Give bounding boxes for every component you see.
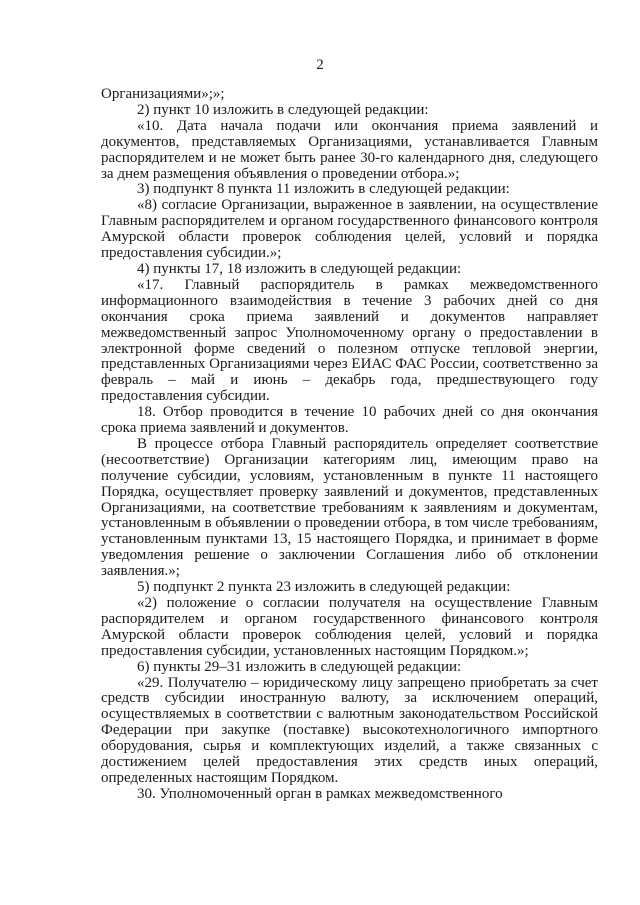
paragraph-subclause-2: «2) положение о согласии получателя на осуществление Главным распорядителем и органом государственного финансового контроля Амурской области проверок соблюдения целей, условий и порядка предоставления субсидии, установленных настоящим Порядком.»;	[101, 595, 598, 659]
paragraph-clause-30: 30. Уполномоченный орган в рамках межведомственного	[137, 785, 503, 802]
paragraph-selection-process: В процессе отбора Главный распорядитель определяет соответствие (несоответствие) Организации категориям лиц, имеющим право на получение субсидии, условиям, установленным в пункте 11 настоящего Порядка, осуществляет проверку заявлений и документов, представленных Организациями, на соответствие требованиям к заявлениям и документам, установленным в объявлении о проведении отбора, в том числе требованиям, установленным пунктами 13, 15 настоящего Порядка, и принимает в форме уведомления решение о заключении Соглашения либо об отклонении заявления.»;	[101, 435, 598, 580]
paragraph-subclause-8: «8) согласие Организации, выраженное в заявлении, на осуществление Главным распорядителем и органом государственного финансового контроля Амурской области проверок соблюдения целей, условий и порядка предоставления субсидии.»;	[101, 197, 598, 262]
paragraph-item-6: 6) пункты 29–31 изложить в следующей редакции:	[137, 658, 462, 675]
paragraph-item-3: 3) подпункт 8 пункта 11 изложить в следующей редакции:	[137, 181, 510, 198]
paragraph-clause-10: «10. Дата начала подачи или окончания приема заявлений и документов, представляемых Организациями, устанавливается Главным распорядителем и не может быть ранее 30-го календарного дня, следующего за днем размещения объявления о проведении отбора.»;	[101, 117, 598, 182]
document-body	[101, 87, 598, 803]
paragraph-item-4: 4) пункты 17, 18 изложить в следующей редакции:	[137, 260, 462, 277]
paragraph-item-5: 5) подпункт 2 пункта 23 изложить в следующей редакции:	[137, 579, 511, 596]
paragraph-item-2: 2) пункт 10 изложить в следующей редакции:	[137, 101, 429, 118]
paragraph-clause-18: 18. Отбор проводится в течение 10 рабочих дней со дня окончания срока приема заявлений и документов.	[101, 404, 598, 437]
paragraph-clause-29: «29. Получателю – юридическому лицу запрещено приобретать за счет средств субсидии иностранную валюту, за исключением операций, осуществляемых в соответствии с валютным законодательством Российской Федерации при закупке (поставке) высокотехнологичного импортного оборудования, сырья и комплектующих изделий, а также связанных с достижением целей предоставления этих средств иных операций, определенных настоящим Порядком.	[101, 674, 598, 786]
paragraph-clause-17: «17. Главный распорядитель в рамках межведомственного информационного взаимодействия в течение 3 рабочих дней со дня окончания срока приема заявлений и документов направляет межведомственный запрос Уполномоченному органу о предоставлении в электронной форме сведений о полезном отпуске тепловой энергии, представленных Организациями через ЕИАС ФАС России, соответственно за февраль – май и июнь – декабрь года, предшествующего году предоставления субсидии.	[101, 276, 598, 405]
page-number: 2	[316, 57, 324, 73]
paragraph-continuation: Организациями»;»;	[101, 86, 225, 102]
